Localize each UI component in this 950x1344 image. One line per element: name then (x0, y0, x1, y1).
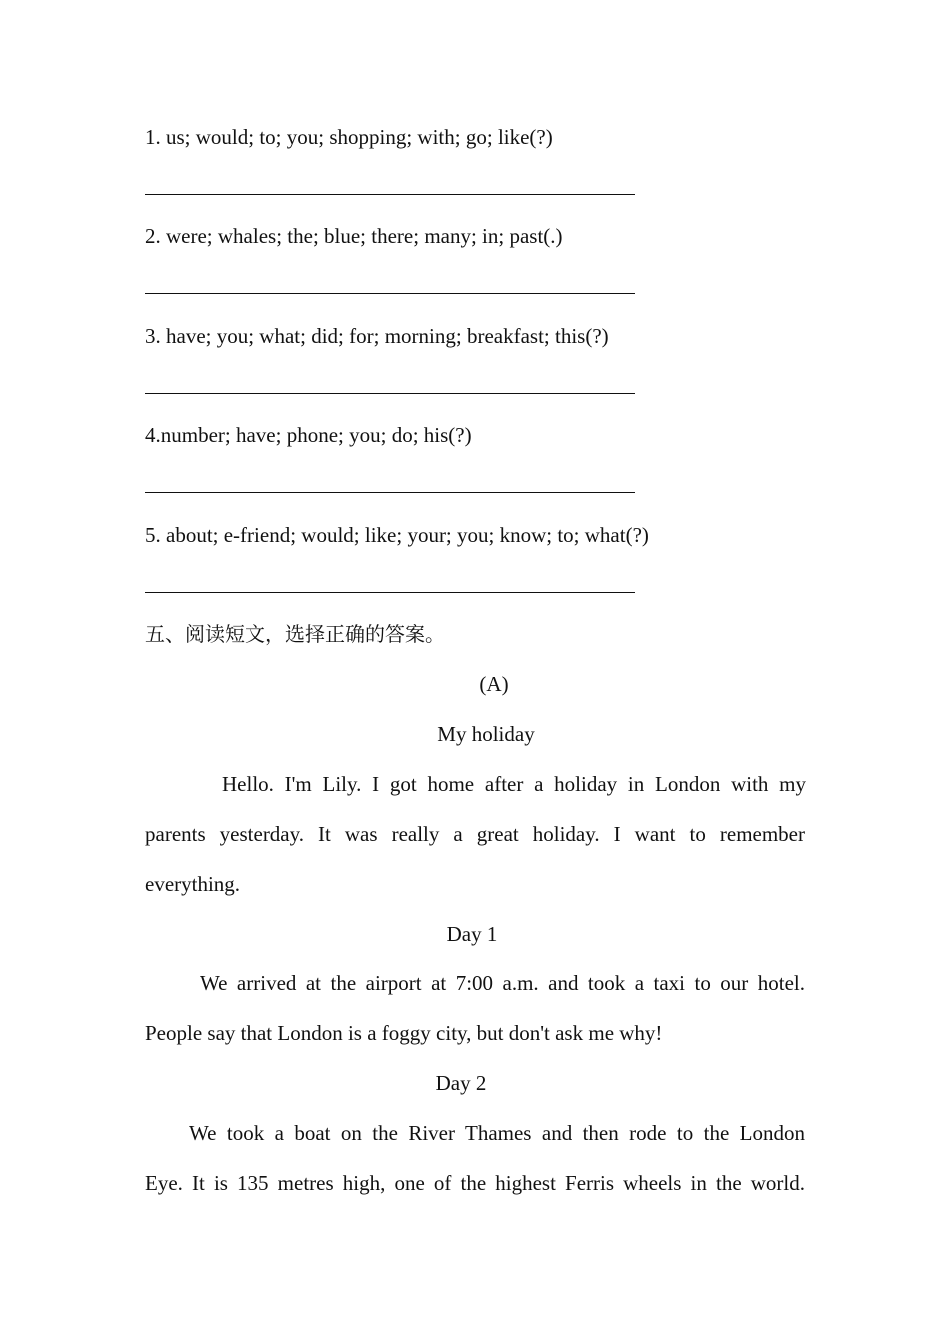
question-3: 3. have; you; what; did; for; morning; breakfast; this(?) (145, 324, 609, 348)
answer-blank-2[interactable] (145, 293, 635, 294)
intro-line-2: parents yesterday. It was really a great holiday. I want to remember (145, 822, 805, 846)
answer-blank-4[interactable] (145, 492, 635, 493)
question-2: 2. were; whales; the; blue; there; many; in; past(.) (145, 224, 563, 248)
question-1: 1. us; would; to; you; shopping; with; go; like(?) (145, 125, 553, 149)
section-five-heading: 五、阅读短文，选择正确的答案。 (145, 622, 445, 646)
day2-title: Day 2 (435, 1071, 487, 1095)
day1-line-1: We arrived at the airport at 7:00 a.m. and took a taxi to our hotel. (200, 971, 805, 995)
passage-label: (A) (479, 672, 509, 696)
passage-title: My holiday (437, 722, 535, 746)
day1-line-2: People say that London is a foggy city, but don't ask me why! (145, 1021, 663, 1045)
intro-line-3: everything. (145, 872, 241, 896)
day2-line-1: We took a boat on the River Thames and then rode to the London (189, 1121, 805, 1145)
question-5: 5. about; e-friend; would; like; your; you; know; to; what(?) (145, 523, 649, 547)
day1-title: Day 1 (446, 922, 498, 946)
intro-line-1: Hello. I'm Lily. I got home after a holiday in London with my (222, 772, 806, 796)
day2-line-2: Eye. It is 135 metres high, one of the highest Ferris wheels in the world. (145, 1171, 805, 1195)
answer-blank-5[interactable] (145, 592, 635, 593)
answer-blank-1[interactable] (145, 194, 635, 195)
answer-blank-3[interactable] (145, 393, 635, 394)
question-4: 4.number; have; phone; you; do; his(?) (145, 423, 472, 447)
